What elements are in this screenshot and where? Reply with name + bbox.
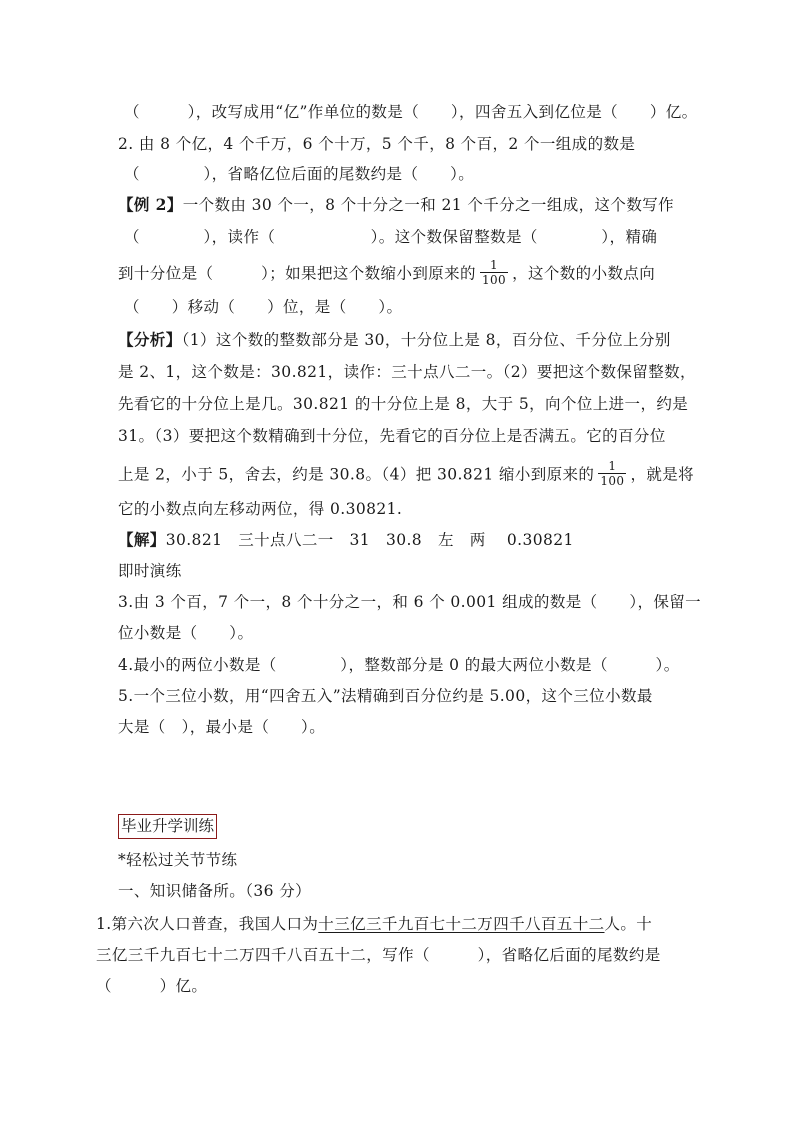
exercise-1-line-2: 三亿三千九百七十二万四千八百五十二，写作（ ），省略亿后面的尾数约是 <box>96 946 661 964</box>
analysis-line-5-a: 上是 2，小于 5，舍去，约是 30.8。（4）把 30.821 缩小到原来的 <box>118 465 595 484</box>
example-2-line-4: （ ）移动（ ）位，是（ ）。 <box>124 298 403 316</box>
part-1-heading: 一、知识储备所。（36 分） <box>118 882 312 900</box>
exercise-1-line-3: （ ）亿。 <box>96 977 208 995</box>
fraction-one-hundredth-2 <box>598 459 626 488</box>
fraction-one-hundredth <box>480 258 508 287</box>
analysis-text: （1）这个数的整数部分是 30，十分位上是 8，百分位、千分位上分别 <box>181 331 671 349</box>
example-2-line <box>118 195 674 215</box>
fraction-denominator: 100 <box>481 273 507 287</box>
exercise-1-line-a: 1.第六次人口普查，我国人口为 <box>96 915 319 933</box>
question-5-line: 5.一个三位小数，用“四舍五入”法精确到百分位约是 5.00，这个三位小数最 <box>118 687 653 705</box>
solution-label: 【解】 <box>118 530 166 549</box>
question-2-line: 2. 由 8 个亿，4 个千万，6 个十万，5 个千，8 个百，2 个一组成的数是 <box>118 135 636 153</box>
fraction-numerator: 1 <box>489 258 499 272</box>
text-line-1: （ ），改写成用“亿”作单位的数是（ ），四舍五入到亿位是（ ）亿。 <box>124 103 698 121</box>
population-underlined: 十三亿三千九百七十二万四千八百五十二 <box>318 915 605 933</box>
analysis-line-4: 31。（3）要把这个数精确到十分位，先看它的百分位上是否满五。它的百分位 <box>118 427 666 445</box>
question-5-line-cont: 大是（ ），最小是（ ）。 <box>118 718 326 736</box>
practice-heading: 即时演练 <box>118 562 182 580</box>
question-3-line: 3.由 3 个百，7 个一，8 个十分之一，和 6 个 0.001 组成的数是（ ），保留一 <box>118 593 702 611</box>
analysis-label: 【分析】 <box>118 330 182 349</box>
example-2-line-3-a: 到十分位是（ ）；如果把这个数缩小到原来的 <box>118 264 476 283</box>
solution-text: 30.821 三十点八二一 31 30.8 左 两 0.30821 <box>165 531 574 549</box>
analysis-line-1 <box>118 330 671 350</box>
fraction-denominator: 100 <box>600 474 625 488</box>
example-2-text: 一个数由 30 个一，8 个十分之一和 21 个千分之一组成，这个数写作 <box>182 196 675 214</box>
subsection-heading: *轻松过关节节练 <box>118 851 238 869</box>
question-3-line-cont: 位小数是（ ）。 <box>118 624 254 642</box>
fraction-numerator: 1 <box>608 459 617 473</box>
solution-line <box>118 530 574 550</box>
exercise-1-line-b: 人。十 <box>604 915 653 933</box>
example-2-line-2: （ ），读作（ ）。这个数保留整数是（ ），精确 <box>124 228 658 246</box>
analysis-line-5 <box>118 461 694 490</box>
example-2-label: 【例 2】 <box>118 195 183 214</box>
section-title: 毕业升学训练 <box>121 817 215 835</box>
section-title-box <box>118 814 217 839</box>
analysis-line-2: 是 2、1，这个数是：30.821，读作：三十点八二一。（2）要把这个数保留整数， <box>118 363 696 381</box>
analysis-line-6: 它的小数点向左移动两位，得 0.30821. <box>118 500 403 518</box>
question-4-line: 4.最小的两位小数是（ ），整数部分是 0 的最大两位小数是（ ）。 <box>118 656 680 674</box>
question-2-line-cont: （ ），省略亿位后面的尾数约是（ ）。 <box>124 165 475 183</box>
exercise-1-line <box>96 914 652 934</box>
example-2-line-3 <box>118 260 655 289</box>
analysis-line-5-b: ，就是将 <box>630 465 695 484</box>
analysis-line-3: 先看它的十分位上是几。30.821 的十分位上是 8，大于 5，向个位上进一，约是 <box>118 395 689 413</box>
example-2-line-3-b: ，这个数的小数点向 <box>512 264 656 283</box>
